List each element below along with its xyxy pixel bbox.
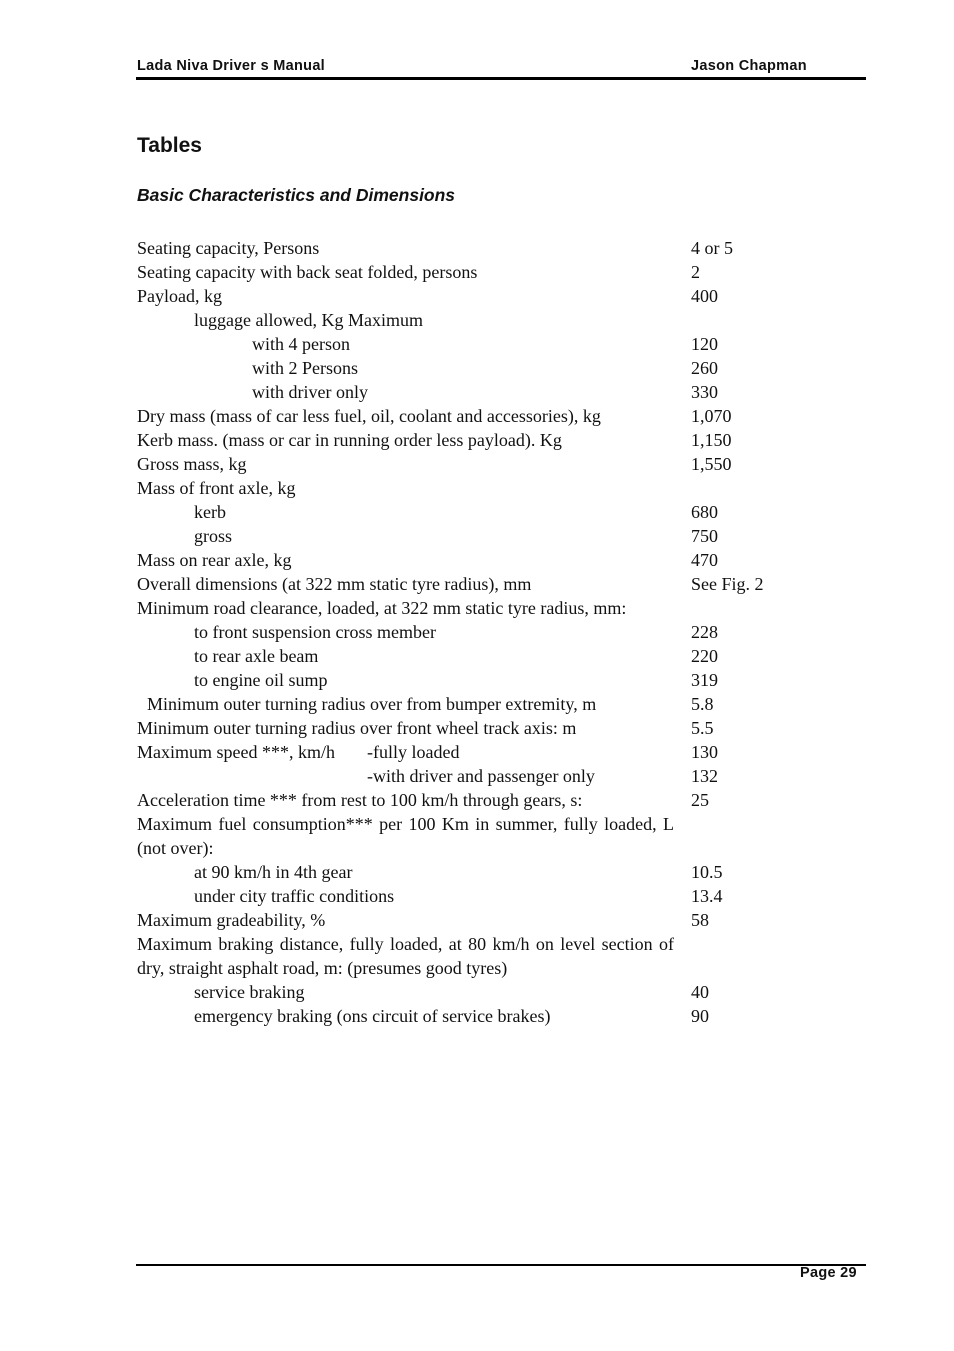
table-row bbox=[137, 452, 817, 476]
table-row bbox=[137, 308, 817, 332]
table-row bbox=[137, 812, 817, 860]
table-row bbox=[137, 380, 817, 404]
row-sublabel: -with driver and passenger only bbox=[367, 766, 595, 786]
table-row bbox=[137, 1004, 817, 1028]
table-row bbox=[137, 428, 817, 452]
table-row bbox=[137, 476, 817, 500]
row-label: with 2 Persons bbox=[252, 358, 359, 378]
row-value: 58 bbox=[691, 910, 709, 930]
row-value: 319 bbox=[691, 670, 718, 690]
row-label: service braking bbox=[194, 982, 305, 1002]
table-row bbox=[137, 404, 817, 428]
table-row bbox=[137, 908, 817, 932]
row-label: to rear axle beam bbox=[194, 646, 319, 666]
table-row bbox=[137, 932, 817, 980]
subsection-heading: Basic Characteristics and Dimensions bbox=[137, 185, 456, 205]
row-value: 90 bbox=[691, 1006, 709, 1026]
table-row bbox=[137, 524, 817, 548]
row-label: Minimum outer turning radius over front wheel track axis: m bbox=[137, 718, 577, 738]
row-value: 130 bbox=[691, 742, 718, 762]
row-value: 400 bbox=[691, 286, 718, 306]
row-label: Kerb mass. (mass or car in running order less payload). Kg bbox=[137, 430, 562, 450]
row-label: Payload, kg bbox=[137, 286, 222, 306]
row-label: to front suspension cross member bbox=[194, 622, 436, 642]
row-label: Maximum gradeability, % bbox=[137, 910, 326, 930]
row-label: Minimum outer turning radius over from bumper extremity, m bbox=[147, 694, 597, 714]
row-value: 260 bbox=[691, 358, 718, 378]
table-row bbox=[137, 740, 817, 764]
row-label: gross bbox=[194, 526, 233, 546]
running-header-author: Jason Chapman bbox=[691, 58, 807, 74]
table-row bbox=[137, 668, 817, 692]
footer-rule bbox=[136, 1264, 866, 1266]
row-label: luggage allowed, Kg Maximum bbox=[194, 310, 423, 330]
row-label: Mass of front axle, kg bbox=[137, 478, 296, 498]
table-row bbox=[137, 764, 817, 788]
page-number: Page 29 bbox=[800, 1265, 857, 1281]
row-value: 750 bbox=[691, 526, 718, 546]
row-value: 1,070 bbox=[691, 406, 732, 426]
row-value: 10.5 bbox=[691, 862, 723, 882]
table-row bbox=[137, 716, 817, 740]
row-value: 1,550 bbox=[691, 454, 732, 474]
row-label: emergency braking (ons circuit of service brakes) bbox=[194, 1006, 551, 1026]
row-value: 120 bbox=[691, 334, 718, 354]
row-value: 5.5 bbox=[691, 718, 714, 738]
row-label: Minimum road clearance, loaded, at 322 mm static tyre radius, mm: bbox=[137, 598, 627, 618]
table-row bbox=[137, 980, 817, 1004]
row-label: under city traffic conditions bbox=[194, 886, 395, 906]
row-value: 1,150 bbox=[691, 430, 732, 450]
row-label: Acceleration time *** from rest to 100 km/h through gears, s: bbox=[137, 790, 583, 810]
section-heading: Tables bbox=[137, 134, 202, 157]
row-label: Gross mass, kg bbox=[137, 454, 247, 474]
row-label: Dry mass (mass of car less fuel, oil, coolant and accessories), kg bbox=[137, 406, 601, 426]
row-label: with 4 person bbox=[252, 334, 350, 354]
table-row bbox=[137, 860, 817, 884]
row-value: 13.4 bbox=[691, 886, 723, 906]
table-row bbox=[137, 500, 817, 524]
table-row bbox=[137, 548, 817, 572]
row-value: 470 bbox=[691, 550, 718, 570]
row-label: Mass on rear axle, kg bbox=[137, 550, 292, 570]
row-sublabel: -fully loaded bbox=[367, 742, 460, 762]
row-label: with driver only bbox=[252, 382, 368, 402]
row-label: Maximum braking distance, fully loaded, at 80 km/h on level section of dry, straight asphalt road, m: (presumes good tyres) bbox=[137, 934, 674, 978]
row-label: Maximum fuel consumption*** per 100 Km in summer, fully loaded, L (not over): bbox=[137, 814, 674, 858]
header-rule bbox=[136, 77, 866, 80]
row-value: 132 bbox=[691, 766, 718, 786]
row-value: 2 bbox=[691, 262, 700, 282]
characteristics-table bbox=[137, 236, 817, 1028]
table-row bbox=[137, 332, 817, 356]
table-row bbox=[137, 236, 817, 260]
row-label: kerb bbox=[194, 502, 226, 522]
table-row bbox=[137, 284, 817, 308]
row-label: Maximum speed ***, km/h bbox=[137, 742, 335, 762]
row-value: 4 or 5 bbox=[691, 238, 733, 258]
row-value: 680 bbox=[691, 502, 718, 522]
table-row bbox=[137, 596, 817, 620]
row-label: Seating capacity, Persons bbox=[137, 238, 320, 258]
row-value: 5.8 bbox=[691, 694, 714, 714]
table-row bbox=[137, 572, 817, 596]
row-label: Overall dimensions (at 322 mm static tyre radius), mm bbox=[137, 574, 532, 594]
table-row bbox=[137, 884, 817, 908]
row-value: 40 bbox=[691, 982, 709, 1002]
row-label: to engine oil sump bbox=[194, 670, 328, 690]
table-row bbox=[137, 788, 817, 812]
table-row bbox=[137, 620, 817, 644]
table-row bbox=[137, 260, 817, 284]
running-header-title: Lada Niva Driver s Manual bbox=[137, 58, 326, 74]
row-value: 330 bbox=[691, 382, 718, 402]
table-row bbox=[137, 356, 817, 380]
row-label: at 90 km/h in 4th gear bbox=[194, 862, 353, 882]
table-row bbox=[137, 644, 817, 668]
row-value: See Fig. 2 bbox=[691, 574, 764, 594]
row-value: 228 bbox=[691, 622, 718, 642]
row-value: 220 bbox=[691, 646, 718, 666]
row-label: Seating capacity with back seat folded, persons bbox=[137, 262, 478, 282]
table-row bbox=[137, 692, 817, 716]
row-value: 25 bbox=[691, 790, 709, 810]
